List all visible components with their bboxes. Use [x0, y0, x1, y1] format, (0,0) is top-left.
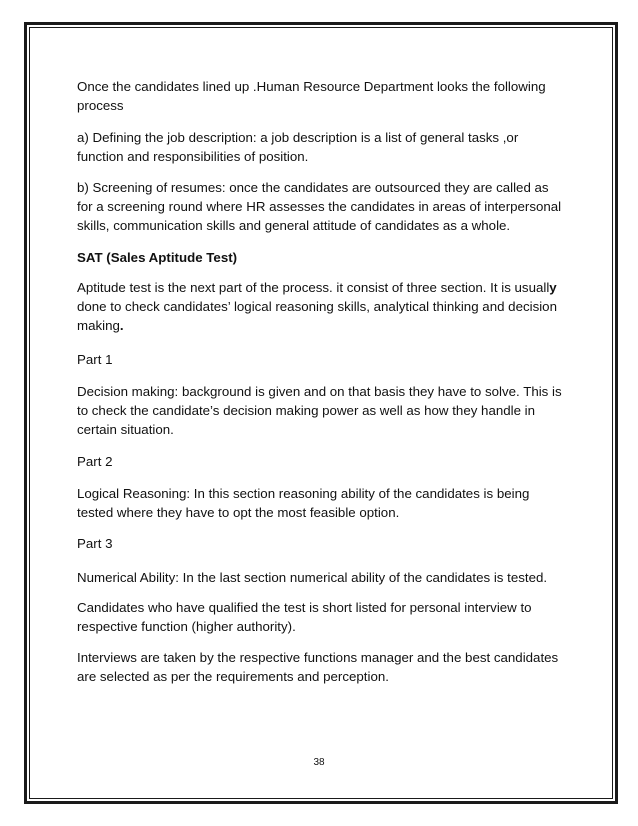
- subheading-part-2: Part 2: [77, 454, 113, 469]
- paragraph-logical-reasoning: Logical Reasoning: In this section reasoning ability of the candidates is being tested where they have to opt the most feasible option.: [77, 486, 530, 520]
- aptitude-text-b: l: [546, 280, 550, 295]
- paragraph-shortlisting: Candidates who have qualified the test is short listed for personal interview to respective function (higher authority).: [77, 600, 532, 634]
- paragraph-interviews: Interviews are taken by the respective functions manager and the best candidates are selected as per the requirements and perception.: [77, 650, 559, 684]
- paragraph-screening-resumes: b) Screening of resumes: once the candidates are outsourced they are called as for a screening round where HR assesses the candidates in areas of interpersonal skills, communication skills and general attitude of candidates as a whole.: [77, 180, 562, 233]
- paragraph-numerical-ability: Numerical Ability: In the last section numerical ability of the candidates is tested.: [77, 570, 548, 585]
- paragraph-decision-making: Decision making: background is given and on that basis they have to solve. This is to check the candidate’s decision making power as well as how they handle in certain situation.: [77, 384, 562, 437]
- paragraph-aptitude-test: [77, 278, 567, 335]
- aptitude-text-e: .: [119, 318, 124, 333]
- aptitude-text-d: done to check candidates’ logical reasoning skills, analytical thinking and decision making: [77, 299, 557, 333]
- section-heading-sat: SAT (Sales Aptitude Test): [77, 250, 238, 265]
- subheading-part-3: Part 3: [77, 536, 113, 551]
- paragraph-process-intro: Once the candidates lined up .Human Resource Department looks the following process: [77, 79, 546, 113]
- paragraph-job-description: a) Defining the job description: a job description is a list of general tasks ,or function and responsibilities of position.: [77, 130, 519, 164]
- subheading-part-1: Part 1: [77, 352, 113, 367]
- page-number: 38: [313, 757, 325, 768]
- aptitude-text-a: Aptitude test is the next part of the process. it consist of three section. It is usual: [77, 280, 547, 295]
- aptitude-text-c: y: [549, 280, 557, 295]
